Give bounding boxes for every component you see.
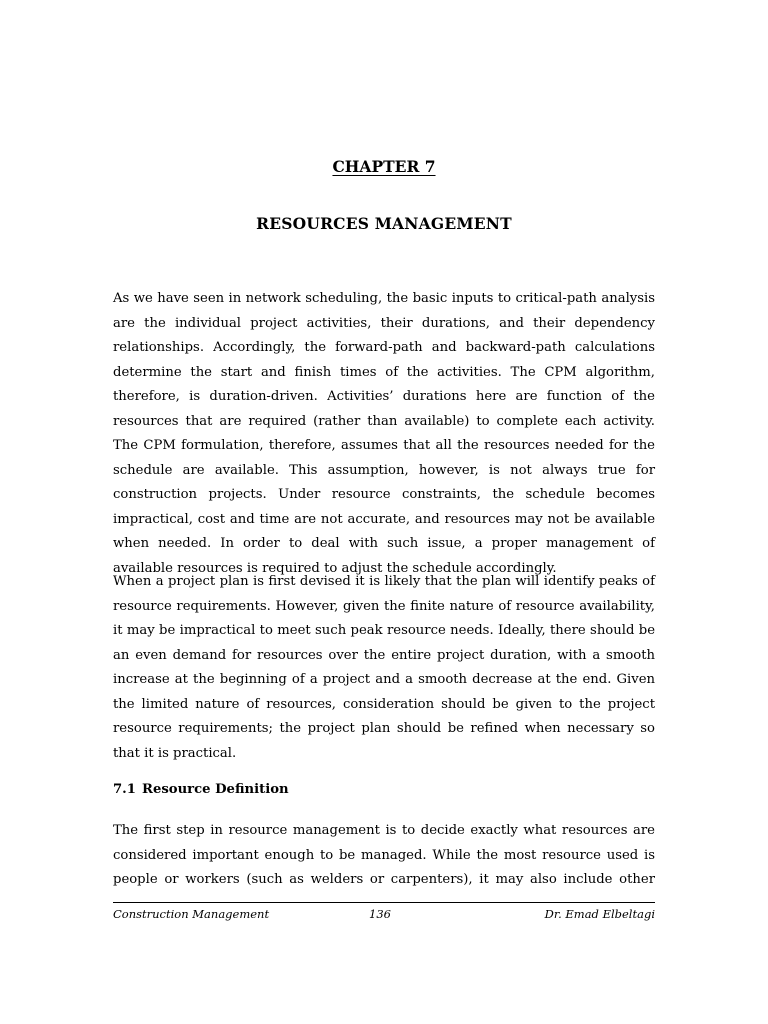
page-number: 136 (369, 907, 391, 921)
footer-course-title: Construction Management (113, 907, 270, 921)
footer-author: Dr. Emad Elbeltagi (544, 907, 655, 921)
section-number: 7.1 (113, 782, 136, 797)
footer-divider (113, 902, 655, 903)
chapter-title: RESOURCES MANAGEMENT (256, 214, 512, 233)
section-title: Resource Definition (142, 782, 289, 797)
body-paragraph: The first step in resource management is to decide exactly what resources are considered important enough to be managed. While the most resource used is people or workers (such as welders or carpenters), it may also include other (113, 823, 655, 887)
body-paragraph: When a project plan is first devised it is likely that the plan will identify peaks of resource requirements. However, given the finite nature of resource availability, it may be impractical to meet such peak resource needs. Ideally, there should be an even demand for resources over the entire project duration, with a smooth increase at the beginning of a project and a smooth decrease at the end. Given the limited nature of resources, consideration should be given to the project resource requirements; the project plan should be refined when necessary so that it is practical. (113, 574, 655, 761)
chapter-label: CHAPTER 7 (332, 157, 436, 176)
section-heading (113, 782, 289, 797)
body-paragraph: As we have seen in network scheduling, the basic inputs to critical-path analysis are the individual project activities, their durations, and their dependency relationships. Accordingly, the forward-path and backward-path calculations determine the start and finish times of the activities. The CPM algorithm, therefore, is duration-driven. Activities’ durations here are function of the resources that are required (rather than available) to complete each activity. The CPM formulation, therefore, assumes that all the resources needed for the schedule are available. This assumption, however, is not always true for construction projects. Under resource constraints, the schedule becomes impractical, cost and time are not accurate, and resources may not be available when needed. In order to deal with such issue, a proper management of available resources is required to adjust the schedule accordingly. (113, 291, 655, 576)
